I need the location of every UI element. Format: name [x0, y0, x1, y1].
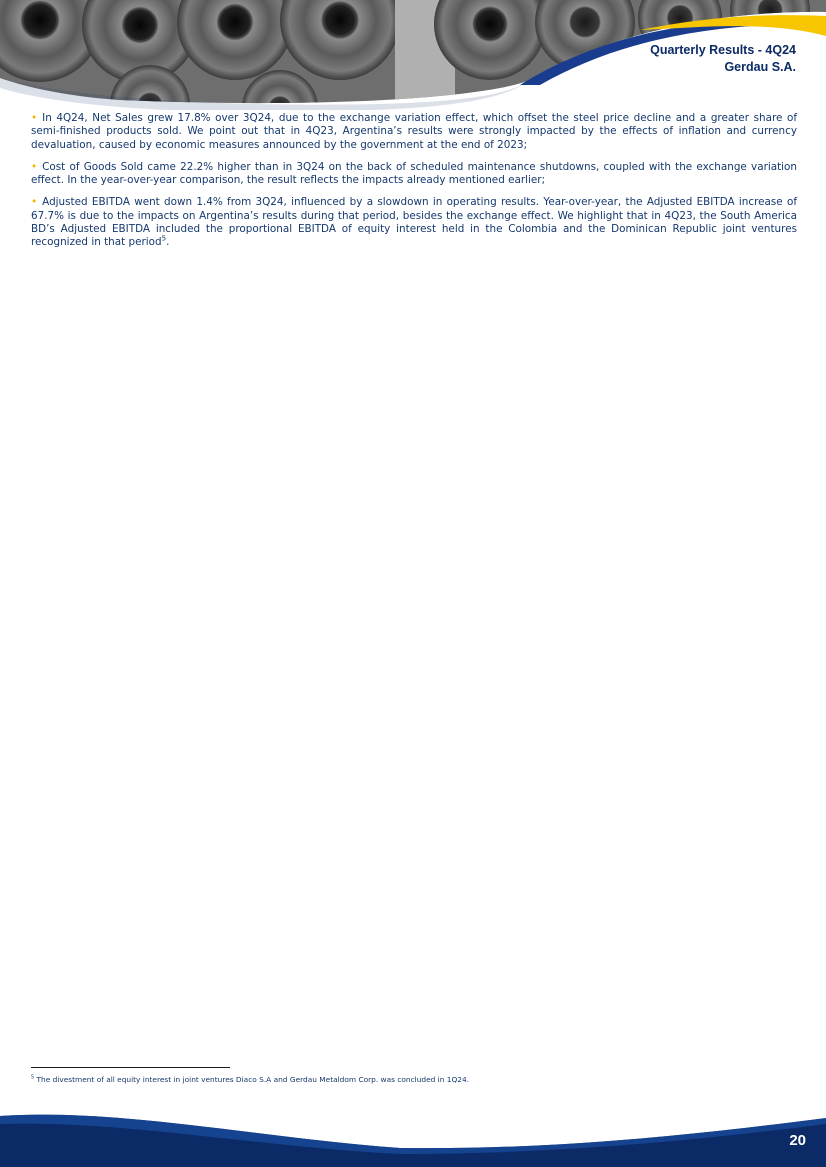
- bullet-marker: •: [31, 196, 38, 209]
- footnote-number: 5: [31, 1074, 35, 1081]
- footnote-text: The divestment of all equity interest in joint ventures Diaco S.A and Gerdau Metaldom Corp. was concluded in 1Q24.: [34, 1075, 470, 1084]
- bullet-text: Cost of Goods Sold came 22.2% higher than in 3Q24 on the back of scheduled maintenance shutdowns, coupled with the exchange variation effect. In the year-over-year comparison, the result reflects the impacts already mentioned earlier;: [31, 160, 797, 187]
- footnote: [31, 1075, 791, 1084]
- bullet-text: In 4Q24, Net Sales grew 17.8% over 3Q24, due to the exchange variation effect, which offset the steel price decline and a greater share of semi-finished products sold. We point out that in 4Q23, Argentina’s results were strongly impacted by the effects of inflation and currency devaluation, caused by economic measures announced by the government at the end of 2023;: [31, 112, 797, 151]
- footer-banner: [0, 1110, 826, 1167]
- bullet-text-end: .: [166, 236, 170, 249]
- company-name: Gerdau S.A.: [724, 60, 796, 74]
- bullet-paragraph: [31, 112, 797, 152]
- bullet-paragraph: [31, 196, 797, 249]
- bullet-marker: •: [31, 112, 38, 124]
- footnote-reference: 5: [161, 234, 167, 243]
- report-title: Quarterly Results - 4Q24: [650, 43, 796, 57]
- bullet-text: Adjusted EBITDA went down 1.4% from 3Q24, influenced by a slowdown in operating results. Year-over-year, the Adjusted EBITDA increase of 67.7% is due to the impacts on Argentina’s results during that period, besides the exchange effect. We highlight that in 4Q23, the South America BD’s Adjusted EBITDA included the proportional EBITDA of equity interest held in the Colombia and the Dominican Republic joint ventures recognized in that period: [31, 196, 797, 249]
- main-content: [31, 112, 797, 259]
- document-header: [650, 42, 796, 76]
- page-number: 20: [789, 1132, 806, 1149]
- footnote-divider: [31, 1067, 230, 1068]
- bullet-marker: •: [31, 160, 38, 173]
- bullet-paragraph: [31, 161, 797, 188]
